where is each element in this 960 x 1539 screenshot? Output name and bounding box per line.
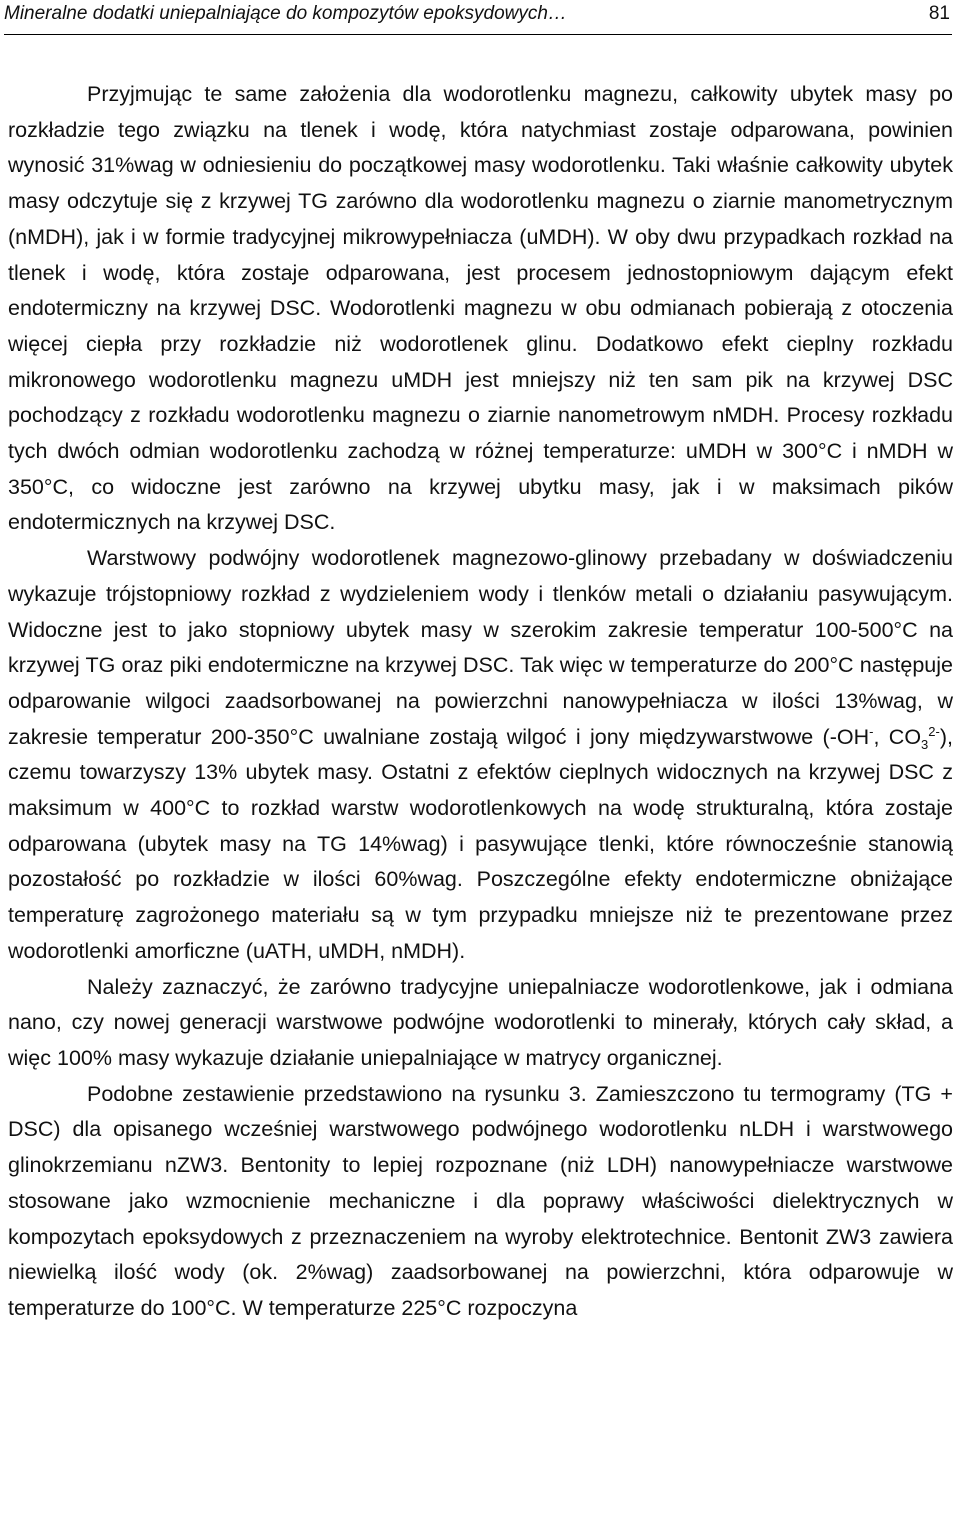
paragraph-2-text-after: ), czemu towarzyszy 13% ubytek masy. Ostatni z efektów cieplnych widocznych na krzywej DSC z maksimum w 400°C to rozkład warstw wodorotlenkowych na wodę strukturalną, która zostaje odparowana (ubytek masy na TG 14%wag) i pasywujące tlenki, które równocześnie stanowią pozostałość po rozkładzie w ilości 60%wag. Poszczególne efekty endotermiczne obniżające temperaturę zagrożonego materiału są w tym przypadku mniejsze niż te prezentowane przez wodorotlenki amorficzne (uATH, uMDH, nMDH).: [8, 724, 953, 963]
paragraph-2: [8, 541, 953, 969]
running-header: [4, 0, 952, 35]
page-number: 81: [928, 3, 950, 24]
paragraph-2-text-mid: , CO: [873, 724, 922, 749]
body-text: [8, 77, 953, 1327]
paragraph-3: Należy zaznaczyć, że zarówno tradycyjne uniepalniacze wodorotlenkowe, jak i odmiana nano, czy nowej generacji warstwowe podwójne wodorotlenki to minerały, których cały skład, a więc 100% masy wykazuje działanie uniepalniające w matrycy organicznej.: [8, 974, 953, 1070]
running-header-title: Mineralne dodatki uniepalniające do kompozytów epoksydowych…: [4, 3, 567, 24]
co3-charge: 2-: [928, 723, 940, 739]
oh-charge: -: [869, 723, 874, 739]
paragraph-4: Podobne zestawienie przedstawiono na rysunku 3. Zamieszczono tu termogramy (TG + DSC) dla opisanego wcześniej warstwowego podwójnego wodorotlenku nLDH i warstwowego glinokrzemianu nZW3. Bentonity to lepiej rozpoznane (niż LDH) nanowypełniacze warstwowe stosowane jako wzmocnienie mechaniczne i dla poprawy właściwości dielektrycznych w kompozytach epoksydowych z przeznaczeniem na wyroby elektrotechnice. Bentonit ZW3 zawiera niewielką ilość wody (ok. 2%wag) zaadsorbowanej na powierzchni, która odparowuje w temperaturze do 100°C. W temperaturze 225°C rozpoczyna: [8, 1081, 953, 1320]
co3-subscript: 3: [921, 736, 929, 752]
paragraph-1: Przyjmując te same założenia dla wodorotlenku magnezu, całkowity ubytek masy po rozkładzie tego związku na tlenek i wodę, która natychmiast zostaje odparowana, powinien wynosić 31%wag w odniesieniu do początkowej masy wodorotlenku. Taki właśnie całkowity ubytek masy odczytuje się z krzywej TG zarówno dla wodorotlenku magnezu o ziarnie manometrycznym (nMDH), jak i w formie tradycyjnej mikrowypełniacza (uMDH). W oby dwu przypadkach rozkład na tlenek i wodę, która zostaje odparowana, jest procesem jednostopniowym dającym efekt endotermiczny na krzywej DSC. Wodorotlenki magnezu w obu odmianach pobierają z otoczenia więcej ciepła przy rozkładzie niż wodorotlenek glinu. Dodatkowo efekt cieplny rozkładu mikronowego wodorotlenku magnezu uMDH jest mniejszy niż ten sam pik na krzywej DSC pochodzący z rozkładu wodorotlenku magnezu o ziarnie nanometrowym nMDH. Procesy rozkładu tych dwóch odmian wodorotlenku zachodzą w różnej temperaturze: uMDH w 300°C i nMDH w 350°C, co widoczne jest zarówno na krzywej ubytku masy, jak i w maksimach pików endotermicznych na krzywej DSC.: [8, 82, 953, 535]
paragraph-2-text-before: Warstwowy podwójny wodorotlenek magnezowo-glinowy przebadany w doświadczeniu wykazuje trójstopniowy rozkład z wydzieleniem wody i tlenków metali o działaniu pasywującym. Widoczne jest to jako stopniowy ubytek masy w szerokim zakresie temperatur 100-500°C na krzywej TG oraz piki endotermiczne na krzywej DSC. Tak więc w temperaturze do 200°C następuje odparowanie wilgoci zaadsorbowanej na powierzchni nanowypełniacza w ilości 13%wag, w zakresie temperatur 200-350°C uwalniane zostają wilgoć i jony międzywarstwowe (-OH: [8, 546, 953, 749]
